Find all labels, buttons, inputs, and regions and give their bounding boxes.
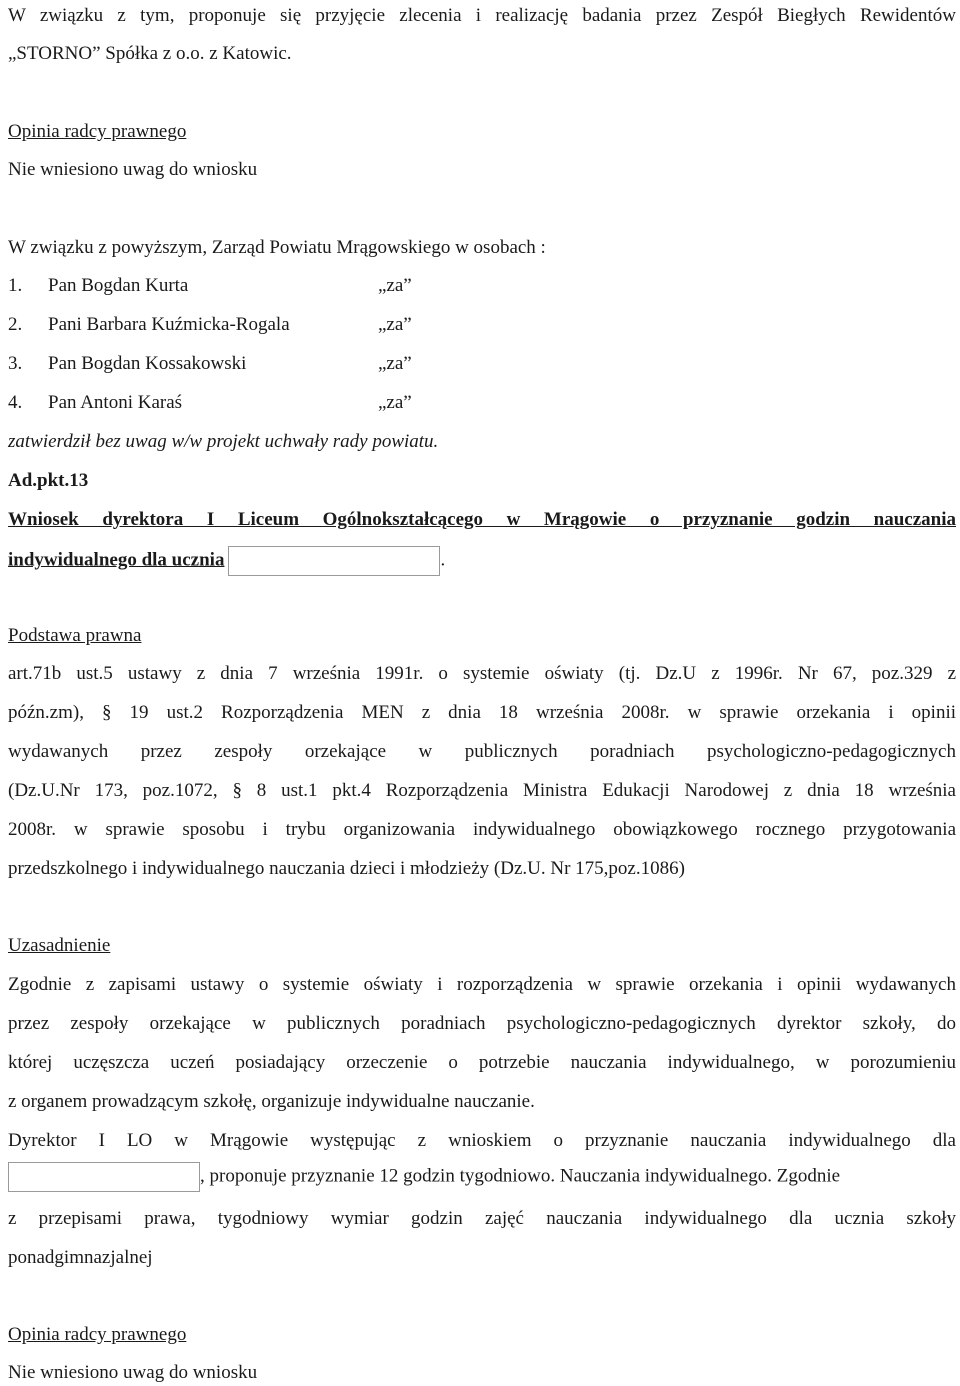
member-name: Pani Barbara Kuźmicka-Rogala [48,314,290,335]
justification-line: Zgodnie z zapisami ustawy o systemie oświaty i rozporządzenia w sprawie orzekania i opinii wydawanych [8,974,956,995]
justification-line: ponadgimnazjalnej [8,1247,153,1268]
justification-line-redacted [8,1162,956,1192]
section-heading-opinion: Opinia radcy prawnego [8,121,187,142]
list-item [8,274,956,298]
justification-text: , proponuje przyznanie 12 godzin tygodniowo. Nauczania indywidualnego. Zgodnie [200,1165,841,1187]
legal-line: (Dz.U.Nr 173, poz.1072, § 8 ust.1 pkt.4 Rozporządzenia Ministra Edukacji Narodowej z dnia 18 września [8,780,956,801]
list-number: 3. [8,353,23,374]
list-number: 2. [8,314,23,335]
section-heading-opinion: Opinia radcy prawnego [8,1324,187,1345]
list-number: 4. [8,392,23,413]
justification-line: z przepisami prawa, tygodniowy wymiar godzin zajęć nauczania indywidualnego dla ucznia szkoły [8,1208,956,1229]
legal-line: wydawanych przez zespoły orzekające w publicznych poradniach psychologiczno-pedagogicznych [8,741,956,762]
paragraph-line: „STORNO” Spółka z o.o. z Katowic. [8,43,292,64]
board-intro: W związku z powyższym, Zarząd Powiatu Mrągowskiego w osobach : [8,237,546,258]
list-item [8,352,956,376]
member-name: Pan Antoni Karaś [48,392,183,413]
justification-line: przez zespoły orzekające w publicznych poradniach psychologiczno-pedagogicznych dyrektor szkoły, do [8,1013,956,1034]
section-heading-legal: Podstawa prawna [8,625,142,646]
member-name: Pan Bogdan Kossakowski [48,353,247,374]
section-heading-justification: Uzasadnienie [8,935,111,956]
agenda-item-title-line2 [8,546,956,576]
legal-line: art.71b ust.5 ustawy z dnia 7 września 1991r. o systemie oświaty (tj. Dz.U z 1996r. Nr 67, poz.329 z [8,663,956,684]
justification-line: Dyrektor I LO w Mrągowie występując z wnioskiem o przyznanie nauczania indywidualnego dla [8,1130,956,1151]
approval-text: zatwierdził bez uwag w/w projekt uchwały rady powiatu. [8,431,439,452]
justification-line: której uczęszcza uczeń posiadający orzeczenie o potrzebie nauczania indywidualnego, w porozumieniu [8,1052,956,1073]
legal-line: 2008r. w sprawie sposobu i trybu organizowania indywidualnego obowiązkowego rocznego przygotowania [8,819,956,840]
justification-line: z organem prowadzącym szkołę, organizuje indywidualne nauczanie. [8,1091,535,1112]
opinion-text: Nie wniesiono uwag do wniosku [8,159,258,180]
legal-line: późn.zm), § 19 ust.2 Rozporządzenia MEN z dnia 18 września 2008r. w sprawie orzekania i opinii [8,702,956,723]
list-item [8,391,956,415]
paragraph-line: W związku z tym, proponuje się przyjęcie zlecenia i realizację badania przez Zespół Biegłych Rewidentów [8,5,956,26]
member-vote: „za” [378,392,412,413]
legal-line: przedszkolnego i indywidualnego nauczania dzieci i młodzieży (Dz.U. Nr 175,poz.1086) [8,858,685,879]
list-number: 1. [8,275,23,296]
title-end: . [440,549,446,571]
list-item [8,313,956,337]
member-vote: „za” [378,314,412,335]
redacted-name-box [8,1162,200,1192]
agenda-item-label: Ad.pkt.13 [8,470,89,491]
member-vote: „za” [378,353,412,374]
member-name: Pan Bogdan Kurta [48,275,189,296]
opinion-text: Nie wniesiono uwag do wniosku [8,1362,258,1383]
member-vote: „za” [378,275,412,296]
agenda-item-title: Wniosek dyrektora I Liceum Ogólnokształcącego w Mrągowie o przyznanie godzin nauczania [8,509,956,530]
agenda-item-title-text: indywidualnego dla ucznia [8,549,225,571]
redacted-name-box [228,546,440,576]
